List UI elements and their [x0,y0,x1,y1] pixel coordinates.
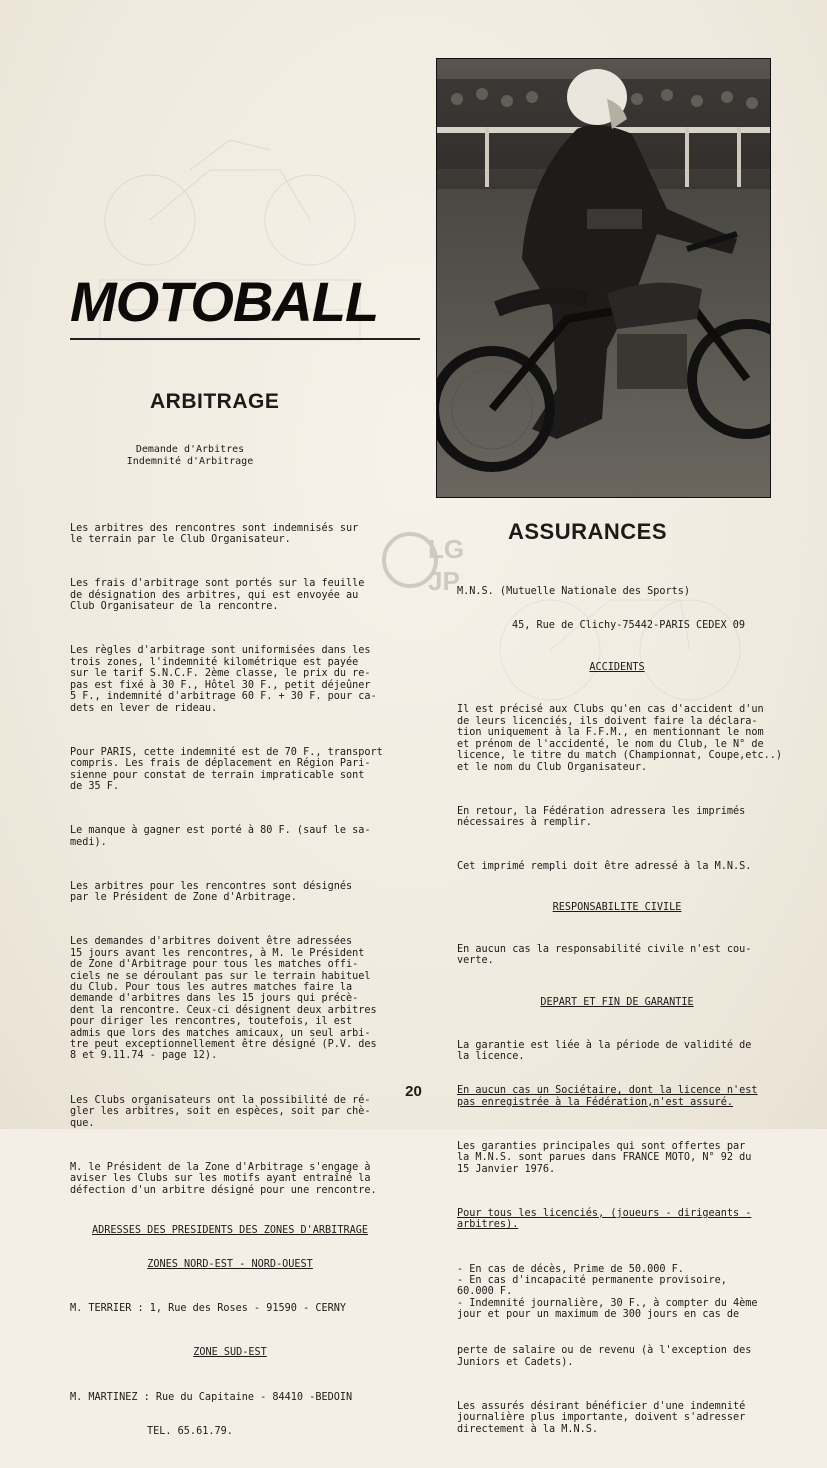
assurances-column [457,563,783,1468]
title-divider [70,338,420,340]
arbitrage-paragraph: Les règles d'arbitrage sont uniformisées dans les trois zones, l'indemnité kilométrique est payée sur le tarif S.N.C.F. 2ème classe, le prix du re- pas est fixé à 30 F., Hôtel 30 F., petit déjeûner 5 F., indemnité d'arbitrage 60 F. + 30 F. pour ca- dets en lever de rideau. [70,645,377,714]
terrier-address: M. TERRIER : 1, Rue des Roses - 91590 - CERNY [70,1303,347,1315]
mns-name: M.N.S. (Mutuelle Nationale des Sports) [457,585,691,597]
arbitrage-paragraph: Le manque à gagner est porté à 80 F. (sauf le sa- medi). [70,825,371,848]
page-number: 20 [405,1083,422,1100]
zones-subheading: ZONES NORD-EST - NORD-OUEST [147,1258,313,1270]
subtitle-line: Demande d'Arbitres [135,444,245,455]
garanties-list: - En cas de décès, Prime de 50.000 F. - En cas d'incapacité permanente provisoire, 60.000 F. - Indemnité journalière, 30 F., à compter du 4ème jour et pour un maximum de 300 jours en cas de [457,1263,758,1321]
arbitrage-heading: ARBITRAGE [150,390,280,413]
martinez-address: M. MARTINEZ : Rue du Capitaine - 84410 -BEDOIN [70,1391,353,1403]
arbitrage-paragraph: Les arbitres des rencontres sont indemnisés sur le terrain par le Club Organisateur. [70,522,359,546]
mns-address: 45, Rue de Clichy-75442-PARIS CEDEX 09 [512,620,746,632]
garantie-paragraph: Les garanties principales qui sont offertes par la M.N.S. sont parues dans FRANCE MOTO, N° 92 du 15 Janvier 1976. [457,1140,752,1175]
subtitle-line: Indemnité d'Arbitrage [126,456,254,467]
responsabilite-heading: RESPONSABILITE CIVILE [552,901,682,913]
arbitrage-paragraph: M. le Président de la Zone d'Arbitrage s'engage à aviser les Clubs sur les motifs ayant entraîné la défection d'un arbitre désigné pour une rencontre. [70,1161,377,1196]
arbitrage-subtitle [120,444,260,468]
accidents-paragraph: En retour, la Fédération adressera les imprimés nécessaires à remplir. [457,805,746,829]
svg-text:LG: LG [428,534,465,564]
assurances-heading: ASSURANCES [508,519,668,544]
arbitrage-paragraph: Les demandes d'arbitres doivent être adressées 15 jours avant les rencontres, à M. le Président de Zone d'Arbitrage pour tous les matches offi- ciels ne se déroulant pas sur le terrain habituel du Club. Pour tous les autres matches faire la demande d'arbitres dans les 15 jours qui précè- dent la rencontre. Ceux-ci désignent deux arbitres pour diriger les rencontres, toutefois, il est admis que lors des matches amicaux, un seul arbi- tre peut exceptionnellement être désigné (P.V. des 8 et 9.11.74 - page 12). [70,936,377,1062]
final-paragraph: Les assurés désirant bénéficier d'une indemnité journalière plus importante, doivent s'adresser directement à la M.N.S. [457,1401,746,1435]
arbitrage-column [70,500,390,1460]
zones-heading: ADRESSES DES PRESIDENTS DES ZONES D'ARBITRAGE [91,1224,368,1236]
accidents-heading: ACCIDENTS [589,662,645,674]
svg-text:JP: JP [428,566,460,596]
arbitrage-paragraph: Les frais d'arbitrage sont portés sur la feuille de désignation des arbitres, qui est envoyée au Club Organisateur de la rencontre. [70,578,365,613]
motoball-rider-photo [436,58,771,498]
garantie-paragraph: En aucun cas un Sociétaire, dont la licence n'est pas enregistrée à la Fédération,n'est assuré. [457,1085,758,1108]
licencies-line: Pour tous les licenciés, (joueurs - dirigeants - arbitres). [457,1207,752,1231]
perte-paragraph: perte de salaire ou de revenu (à l'exception des Juniors et Cadets). [457,1345,752,1368]
garantie-paragraph: La garantie est liée à la période de validité de la licence. [457,1039,752,1063]
zone-sud-est-heading: ZONE SUD-EST [193,1347,267,1359]
accidents-paragraph: Cet imprimé rempli doit être adressé à la M.N.S. [457,861,752,873]
background-sketch [80,80,380,380]
arbitrage-paragraph: Les arbitres pour les rencontres sont désignés par le Président de Zone d'Arbitrage. [70,880,353,904]
arbitrage-paragraph: Les Clubs organisateurs ont la possibilité de ré- gler les arbitres, soit en espèces, soit par chè- que. [70,1094,371,1129]
accidents-paragraph: Il est précisé aux Clubs qu'en cas d'accident d'un de leurs licenciés, ils doivent faire la déclara- tion uniquement à la F.F.M., en mentionnant le nom et prénom de l'accidenté, le nom du Club, le N° de licence, le titre du match (Championnat, Coupe,etc..) et le nom du Club Organisateur. [457,704,783,773]
page-title: MOTOBALL [70,270,379,333]
responsabilite-paragraph: En aucun cas la responsabilité civile n'est cou- verte. [457,943,752,967]
arbitrage-paragraph: Pour PARIS, cette indemnité est de 70 F., transport compris. Les frais de déplacement en Région Pari- sienne pour constat de terrain impraticable sont de 35 F. [70,746,383,792]
garantie-heading: DEPART ET FIN DE GARANTIE [540,997,694,1009]
martinez-phone: TEL. 65.61.79. [147,1425,233,1437]
